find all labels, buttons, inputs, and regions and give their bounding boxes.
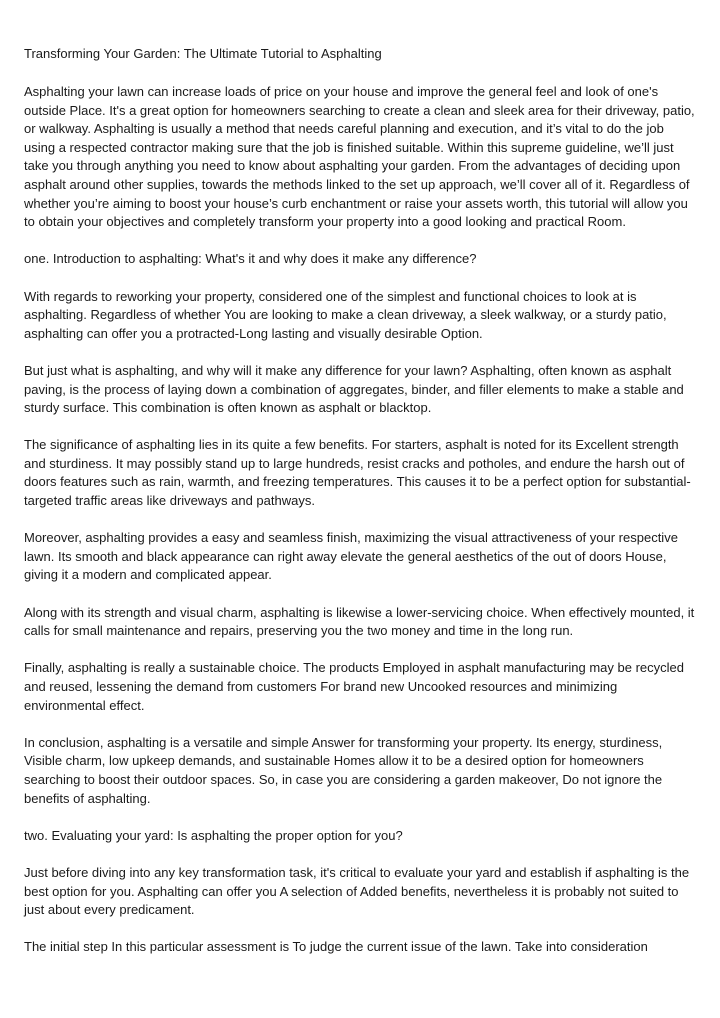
paragraph: The initial step In this particular assessment is To judge the current issue of the lawn. Take into consideration (24, 939, 648, 955)
document-title: Transforming Your Garden: The Ultimate Tutorial to Asphalting (24, 46, 382, 61)
paragraph-intro: Asphalting your lawn can increase loads of price on your house and improve the general feel and look of one's outside Place. It's a great option for homeowners searching to create a clean and sleek area for their driveway, patio, or walkway. Asphalting is usually a method that needs careful planning and execution, and it’s vital to do the job using a respected contractor making sure that the job is finished suitable. Within this supreme guideline, we’ll just take you through anything you need to know about asphalting your garden. From the advantages of deciding upon asphalt around other supplies, towards the methods linked to the set up approach, we’ll cover all of it. Regardless of whether you’re aiming to boost your house’s curb enchantment or raise your assets worth, this tutorial will allow you to obtain your objectives and completely transform your property into a good looking and practical Room. (24, 84, 695, 230)
paragraph: Finally, asphalting is really a sustainable choice. The products Employed in asphalt manufacturing may be recycled and reused, lessening the demand from customers For brand new Uncooked resources and minimizing environmental effect. (24, 660, 684, 713)
paragraph: With regards to reworking your property, considered one of the simplest and functional choices to look at is asphalting. Regardless of whether You are looking to make a clean driveway, a sleek walkway, or a sturdy patio, asphalting can offer you a protracted-Long lasting and visually desirable Option. (24, 288, 667, 341)
paragraph: Just before diving into any key transformation task, it's critical to evaluate your yard and establish if asphalting is the best option for you. Asphalting can offer you A selection of Added benefits, nevertheless it is probably not suited to just about every predicament. (24, 864, 690, 918)
paragraph: Moreover, asphalting provides a easy and seamless finish, maximizing the visual attractiveness of your respective lawn. Its smooth and black appearance can right away elevate the general aesthetics of the out of doors House, giving it a modern and complicated appear. (24, 530, 678, 583)
paragraph: But just what is asphalting, and why will it make any difference for your lawn? Asphalting, often known as asphalt paving, is the process of laying down a combination of aggregates, binder, and filler elements to make a stable and sturdy surface. This combination is often known as asphalt or blacktop. (24, 362, 684, 416)
paragraph: The significance of asphalting lies in its quite a few benefits. For starters, asphalt is noted for its Excellent strength and sturdiness. It may possibly stand up to large hundreds, resist cracks and potholes, and endure the harsh out of doors features such as rain, warmth, and freezing temperatures. This causes it to be a perfect option for substantial-targeted traffic areas like driveways and pathways. (24, 437, 691, 509)
paragraph: In conclusion, asphalting is a versatile and simple Answer for transforming your property. Its energy, sturdiness, Visible charm, low upkeep demands, and sustainable Homes allow it to be a desired option for homeowners searching to boost their outdoor spaces. So, in case you are considering a garden makeover, Do not ignore the benefits of asphalting. (24, 734, 663, 806)
paragraph: Along with its strength and visual charm, asphalting is likewise a lower-servicing choice. When effectively mounted, it calls for small maintenance and repairs, preserving you the two money and time in the long run. (24, 604, 695, 639)
section-heading-1: one. Introduction to asphalting: What's it and why does it make any difference? (24, 251, 477, 267)
section-heading-2: two. Evaluating your yard: Is asphalting the proper option for you? (24, 827, 403, 843)
